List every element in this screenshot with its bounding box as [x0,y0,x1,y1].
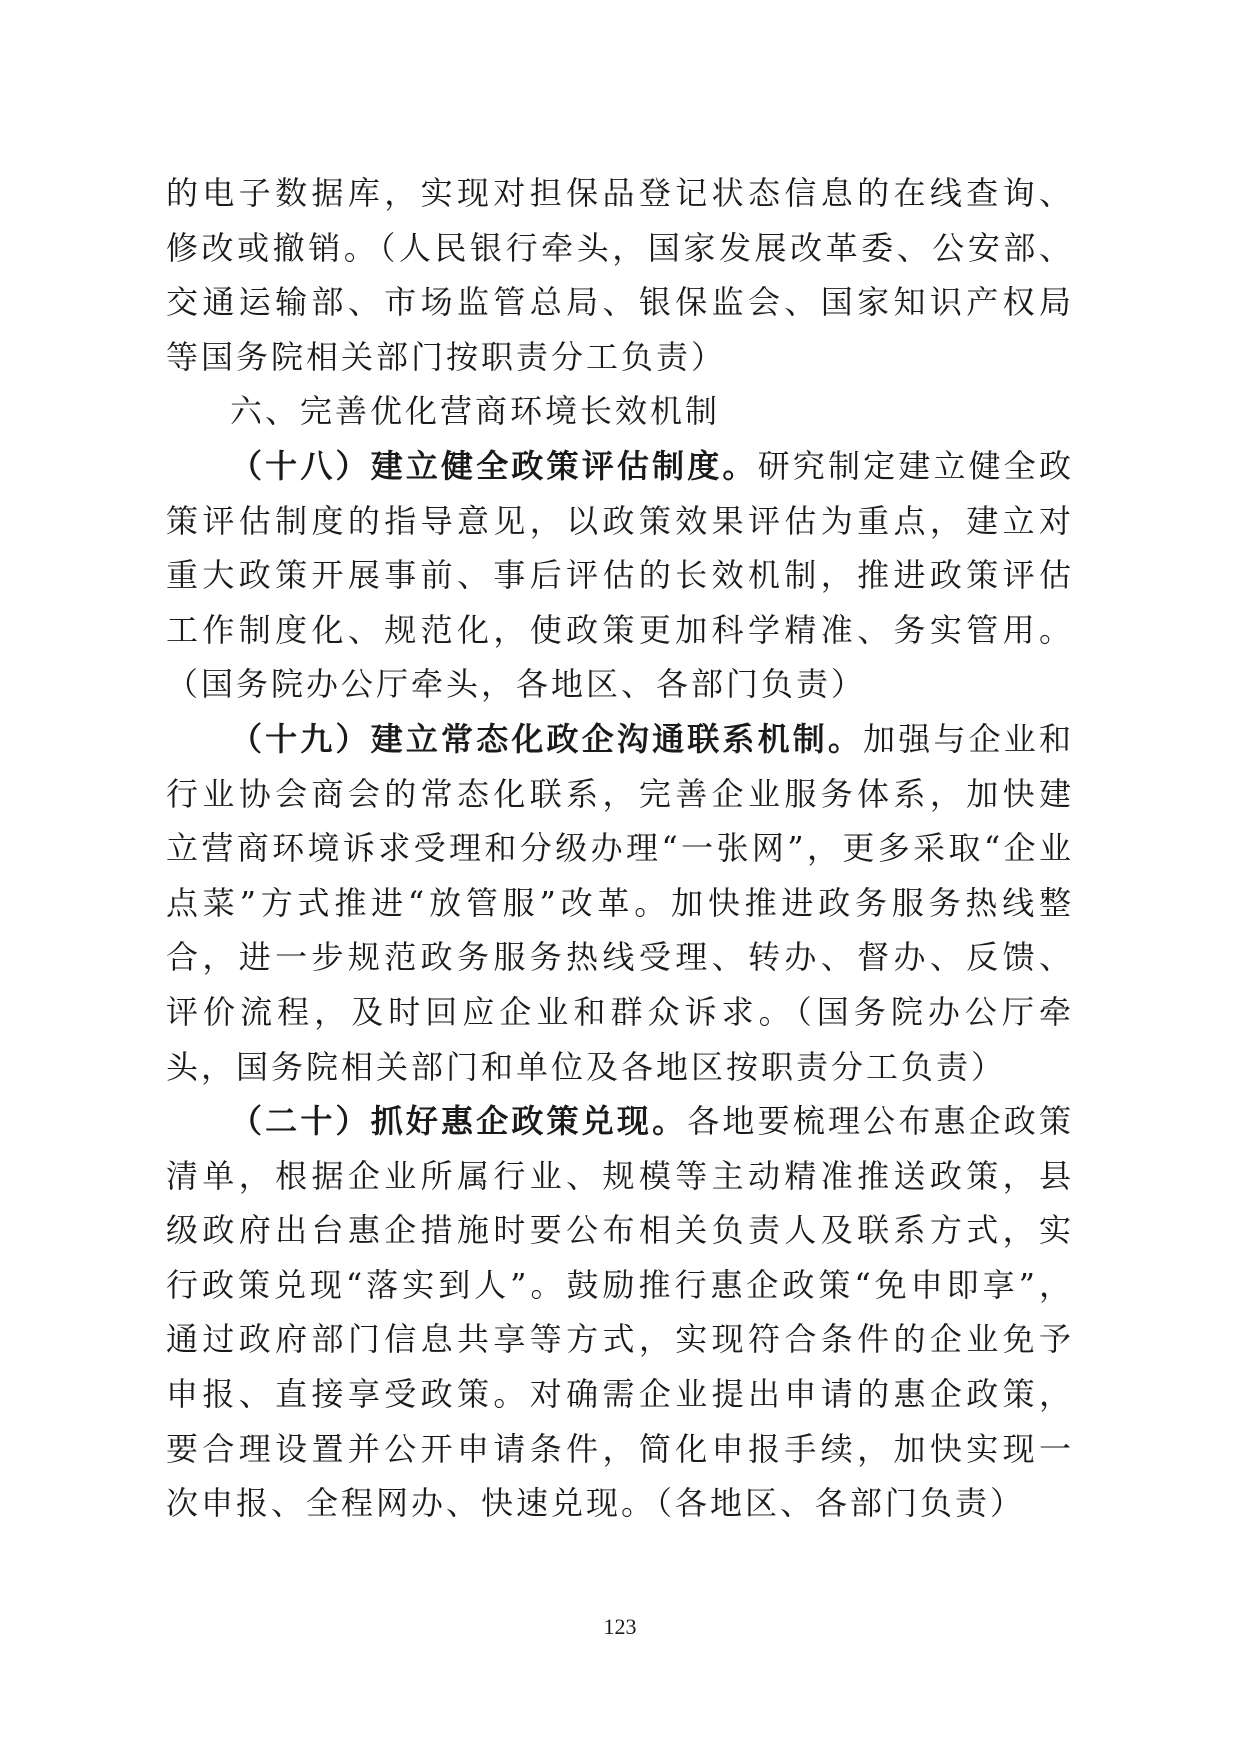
page-number: 123 [603,1614,637,1639]
paragraph-20-body: 各地要梳理公布惠企政策清单，根据企业所属行业、规模等主动精准推送政策，县级政府出台惠企措施时要公布相关负责人及联系方式，实行政策兑现“落实到人”。鼓励推行惠企政策“免申即享”，通过政府部门信息共享等方式，实现符合条件的企业免予申报、直接享受政策。对确需企业提出申请的惠企政策，要合理设置并公开申请条件，简化申报手续，加快实现一次申报、全程网办、快速兑现。（各地区、各部门负责） [166,1102,1074,1523]
paragraph-20 [166,1094,1074,1531]
paragraph-19 [166,712,1074,1094]
paragraph-19-body: 加强与企业和行业协会商会的常态化联系，完善企业服务体系，加快建立营商环境诉求受理和分级办理“一张网”，更多采取“企业点菜”方式推进“放管服”改革。加快推进政务服务热线整合，进一步规范政务服务热线受理、转办、督办、反馈、评价流程，及时回应企业和群众诉求。（国务院办公厅牵头，国务院相关部门和单位及各地区按职责分工负责） [166,719,1074,1086]
paragraph-18-lead: （十八）建立健全政策评估制度。 [230,446,758,485]
paragraph-18-body: 研究制定建立健全政策评估制度的指导意见，以政策效果评估为重点，建立对重大政策开展事前、事后评估的长效机制，推进政策评估工作制度化、规范化，使政策更加科学精准、务实管用。（国务院办公厅牵头，各地区、各部门负责） [166,446,1074,704]
paragraph-20-lead: （二十）抓好惠企政策兑现。 [230,1102,688,1141]
paragraph-18 [166,439,1074,712]
document-body [166,166,1074,1531]
section-heading: 六、完善优化营商环境长效机制 [230,392,721,431]
continued-paragraph: 的电子数据库，实现对担保品登记状态信息的在线查询、修改或撤销。（人民银行牵头，国家发展改革委、公安部、交通运输部、市场监管总局、银保监会、国家知识产权局等国务院相关部门按职责分工负责） [166,174,1074,376]
paragraph-19-lead: （十九）建立常态化政企沟通联系机制。 [230,719,864,758]
